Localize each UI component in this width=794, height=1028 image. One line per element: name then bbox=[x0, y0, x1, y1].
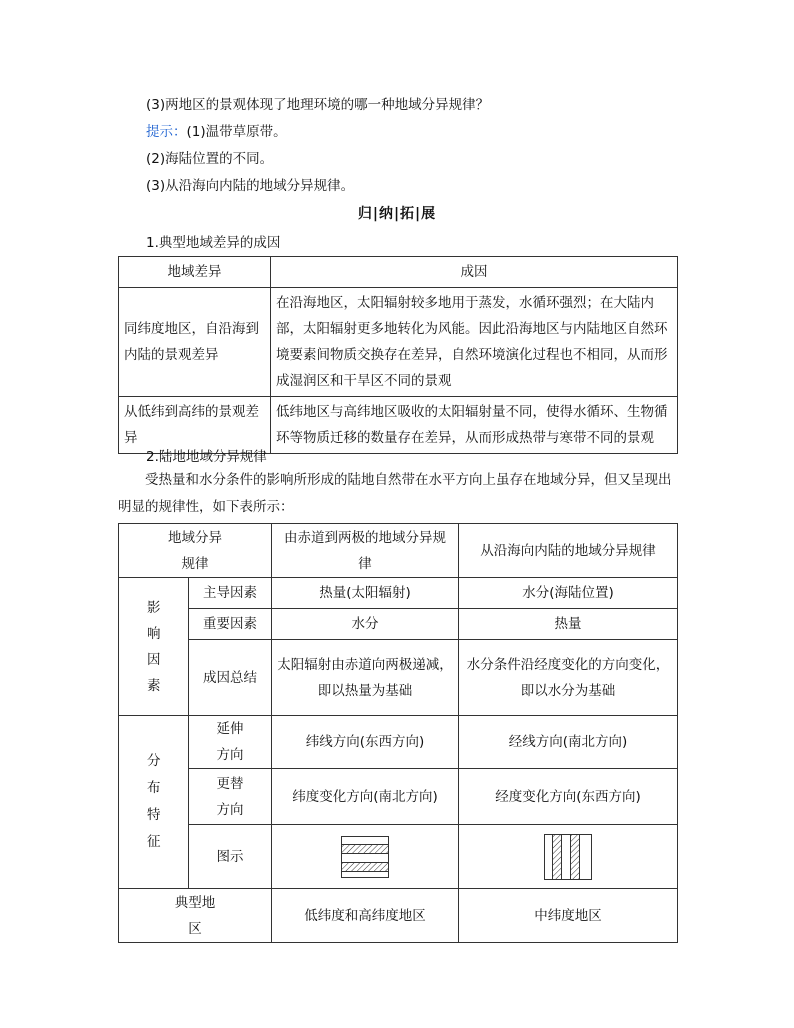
part1-heading: 1.典型地域差异的成因 bbox=[146, 235, 281, 251]
col-header-difference: 地域差异 bbox=[119, 257, 271, 288]
cell-lat-important: 水分 bbox=[272, 609, 459, 640]
vertical-bands-diagram bbox=[544, 834, 592, 880]
row-label-extend: 延伸方向 bbox=[189, 716, 272, 769]
group-distribution: 分布特征 bbox=[119, 716, 189, 889]
row-diff: 从低纬到高纬的景观差异 bbox=[119, 397, 271, 454]
part2-paragraph: 受热量和水分条件的影响所形成的陆地自然带在水平方向上虽存在地域分异，但又呈现出明显的规律性，如下表所示： bbox=[118, 472, 672, 515]
question-3: (3)两地区的景观体现了地理环境的哪一种地域分异规律？ bbox=[146, 97, 490, 113]
hint-1: (1)温带草原带。 bbox=[186, 124, 287, 140]
row-label-replace: 更替方向 bbox=[189, 769, 272, 825]
row-label-important: 重要因素 bbox=[189, 609, 272, 640]
row-label-typical: 典型地区 bbox=[119, 889, 272, 943]
cell-lon-main: 水分(海陆位置) bbox=[459, 578, 678, 609]
row-cause: 在沿海地区，太阳辐射较多地用于蒸发，水循环强烈；在大陆内部，太阳辐射更多地转化为风能。因此沿海地区与内陆地区自然环境要素间物质交换存在差异，自然环境演化过程也不相同，从而形成湿润区和干旱区不同的景观 bbox=[271, 288, 678, 397]
horizontal-bands-diagram bbox=[341, 836, 389, 878]
diagram-vertical-bands bbox=[459, 825, 678, 889]
cell-lon-replace: 经度变化方向(东西方向) bbox=[459, 769, 678, 825]
row-cause: 低纬地区与高纬地区吸收的太阳辐射量不同，使得水循环、生物循环等物质迁移的数量存在差异，从而形成热带与寒带不同的景观 bbox=[271, 397, 678, 454]
part2-heading: 2.陆地地域分异规律 bbox=[146, 449, 267, 465]
cell-lat-main: 热量(太阳辐射) bbox=[272, 578, 459, 609]
diagram-horizontal-bands bbox=[272, 825, 459, 889]
row-label-diagram: 图示 bbox=[189, 825, 272, 889]
cell-lon-summary: 水分条件沿经度变化的方向变化，即以水分为基础 bbox=[459, 640, 678, 716]
cell-lon-typical: 中纬度地区 bbox=[459, 889, 678, 943]
table-zonation bbox=[118, 523, 678, 943]
cell-lon-important: 热量 bbox=[459, 609, 678, 640]
group-factors: 影响因素 bbox=[119, 578, 189, 716]
cell-lat-replace: 纬度变化方向(南北方向) bbox=[272, 769, 459, 825]
cell-lat-typical: 低纬度和高纬度地区 bbox=[272, 889, 459, 943]
row-diff: 同纬度地区，自沿海到内陆的景观差异 bbox=[119, 288, 271, 397]
header-corner: 地域分异规律 bbox=[119, 524, 272, 578]
row-label-summary: 成因总结 bbox=[189, 640, 272, 716]
cell-lon-extend: 经线方向(南北方向) bbox=[459, 716, 678, 769]
hint-3: (3)从沿海向内陆的地域分异规律。 bbox=[146, 178, 355, 194]
cell-lat-extend: 纬线方向(东西方向) bbox=[272, 716, 459, 769]
hint-2: (2)海陆位置的不同。 bbox=[146, 151, 274, 167]
cell-lat-summary: 太阳辐射由赤道向两极递减，即以热量为基础 bbox=[272, 640, 459, 716]
table-differences bbox=[118, 256, 678, 454]
col-header-cause: 成因 bbox=[271, 257, 678, 288]
header-longitudinal: 从沿海向内陆的地域分异规律 bbox=[459, 524, 678, 578]
section-title: 归|纳|拓|展 bbox=[357, 206, 437, 222]
row-label-main: 主导因素 bbox=[189, 578, 272, 609]
hint-label: 提示： bbox=[146, 124, 187, 140]
hint-line-1 bbox=[146, 120, 287, 140]
header-latitudinal: 由赤道到两极的地域分异规律 bbox=[272, 524, 459, 578]
